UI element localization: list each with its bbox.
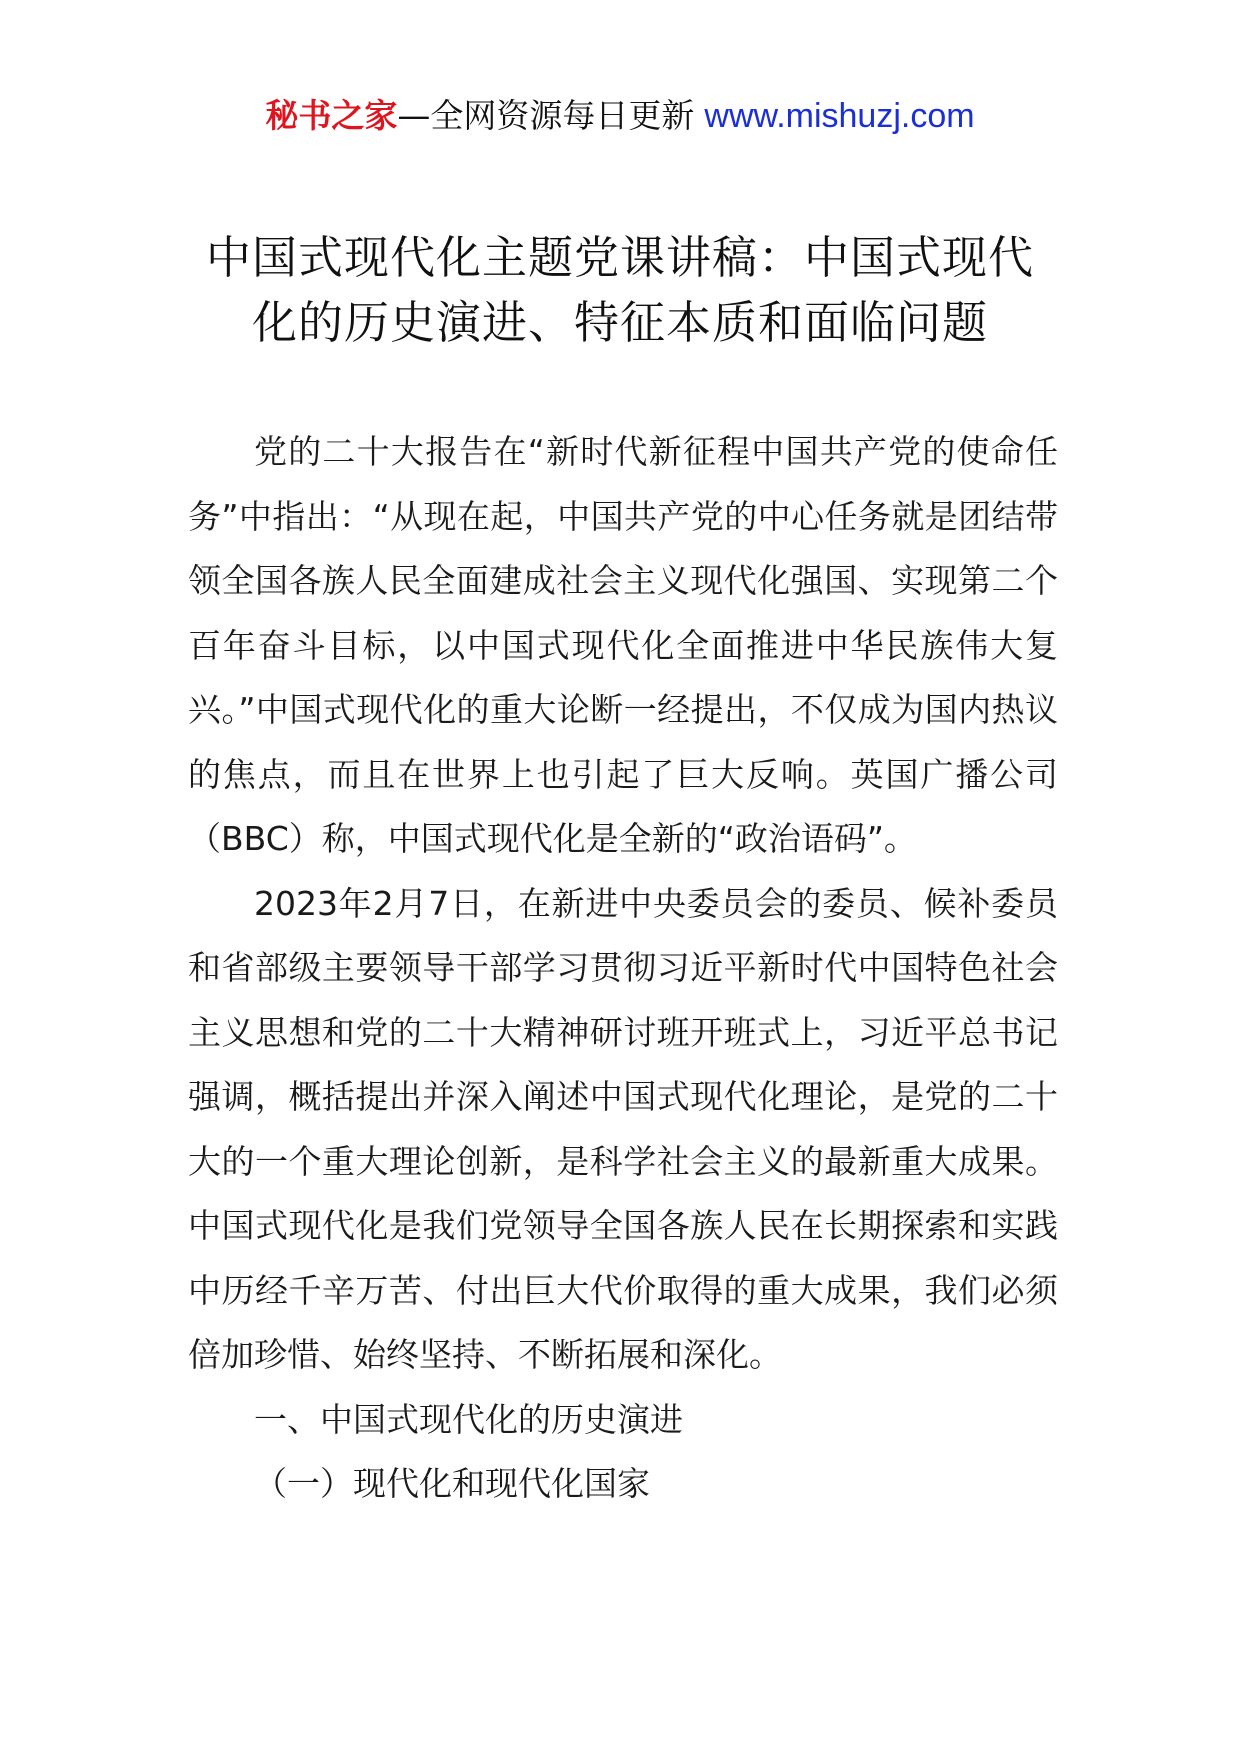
header-slogan: —全网资源每日更新 — [397, 96, 695, 135]
body-paragraph-1: 党的二十大报告在“新时代新征程中国共产党的使命任务”中指出：“从现在起，中国共产党的中心任务就是团结带领全国各族人民全面建成社会主义现代化强国、实现第二个百年奋斗目标，以中国式现代化全面推进中华民族伟大复兴。”中国式现代化的重大论断一经提出，不仅成为国内热议的焦点，而且在世界上也引起了巨大反响。英国广播公司（BBC）称，中国式现代化是全新的“政治语码”。 — [188, 432, 1058, 858]
document-title-line-1: 中国式现代化主题党课讲稿：中国式现代 — [205, 231, 1034, 284]
subsection-heading: （一）现代化和现代化国家 — [254, 1464, 650, 1503]
brand-name: 秘书之家 — [265, 96, 398, 135]
site-url-link[interactable]: www.mishuzj.com — [704, 97, 975, 135]
section-heading: 一、中国式现代化的历史演进 — [254, 1399, 683, 1439]
document-body — [188, 420, 1058, 1517]
document-title — [150, 225, 1090, 355]
site-header — [0, 92, 1240, 140]
document-title-line-2: 化的历史演进、特征本质和面临问题 — [251, 296, 988, 349]
body-paragraph-2: 2023年2月7日，在新进中央委员会的委员、候补委员和省部级主要领导干部学习贯彻习近平新时代中国特色社会主义思想和党的二十大精神研讨班开班式上，习近平总书记强调，概括提出并深入阐述中国式现代化理论，是党的二十大的一个重大理论创新，是科学社会主义的最新重大成果。中国式现代化是我们党领导全国各族人民在长期探索和实践中历经千辛万苦、付出巨大代价取得的重大成果，我们必须倍加珍惜、始终坚持、不断拓展和深化。 — [188, 883, 1058, 1374]
